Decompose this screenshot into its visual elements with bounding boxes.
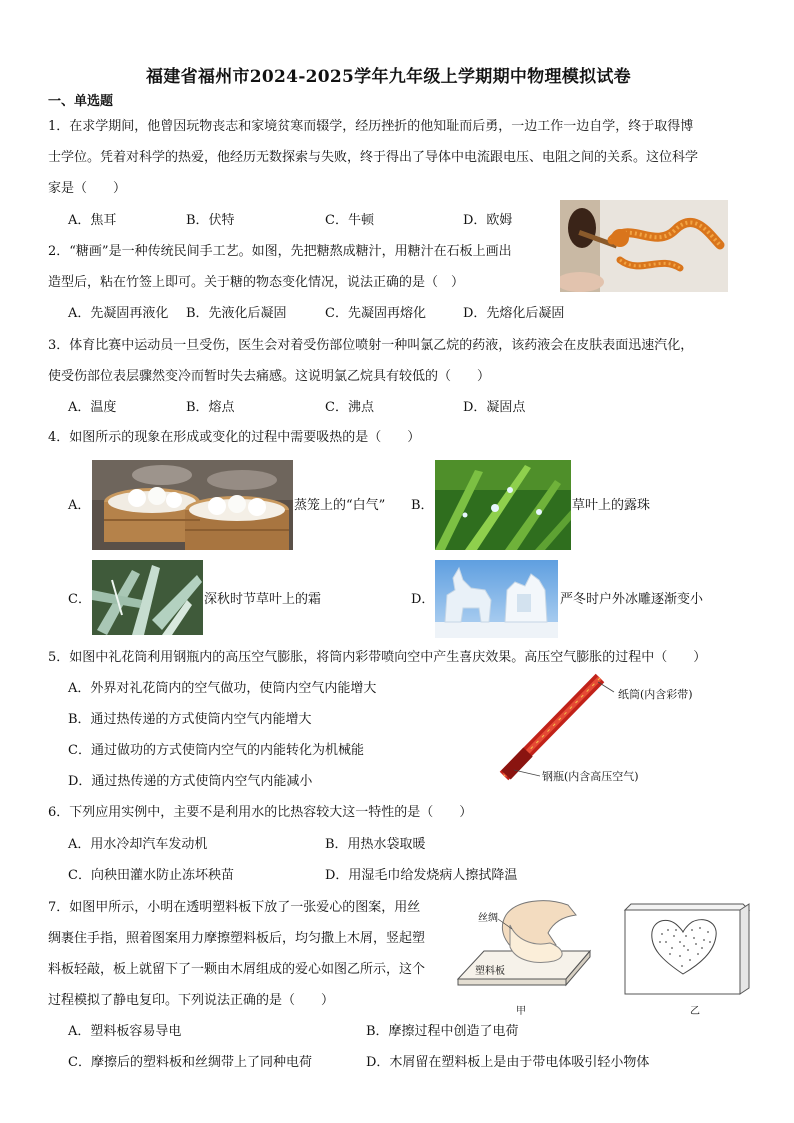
q1-option-b: B．伏特 xyxy=(186,213,235,228)
figure-yi-caption: 乙 xyxy=(690,1006,700,1017)
q5-option-b: B．通过热传递的方式使筒内空气内能增大 xyxy=(68,712,312,727)
section-heading: 一、单选题 xyxy=(48,94,114,109)
q7-line-2: 绸裹住手指，照着图案用力摩擦塑料板后，均匀撒上木屑，竖起塑 xyxy=(48,931,426,946)
figure-jia-caption: 甲 xyxy=(516,1006,526,1017)
q4-option-d-letter: D． xyxy=(411,592,435,607)
q2-option-a: A．先凝固再液化 xyxy=(68,306,169,321)
q7-option-a: A．塑料板容易导电 xyxy=(68,1024,182,1039)
q4-option-b-letter: B． xyxy=(411,498,434,513)
q4-option-d-caption: 严冬时户外冰雕逐渐变小 xyxy=(560,592,704,607)
q3-line-2: 使受伤部位表层骤然变冷而暂时失去痛感。这说明氯乙烷具有较低的（ ） xyxy=(48,369,491,384)
frost-leaves-image xyxy=(92,560,203,635)
q4-option-a-caption: 蒸笼上的“白气” xyxy=(294,498,386,513)
steel-cylinder-label: 钢瓶(内含高压空气) xyxy=(542,770,639,783)
q3-option-c: C．沸点 xyxy=(325,400,374,415)
q6-option-c: C．向秧田灌水防止冻坏秧苗 xyxy=(68,868,234,883)
q4-stem: 4．如图所示的现象在形成或变化的过程中需要吸热的是（ ） xyxy=(48,430,421,445)
q5-stem: 5．如图中礼花筒利用钢瓶内的高压空气膨胀，将筒内彩带喷向空中产生喜庆效果。高压空气膨胀的过程中（ ） xyxy=(48,650,707,665)
q7-line-1: 7．如图甲所示，小明在透明塑料板下放了一张爱心的图案，用丝 xyxy=(48,900,421,915)
q6-stem: 6．下列应用实例中，主要不是利用水的比热容较大这一特性的是（ ） xyxy=(48,805,473,820)
q2-option-c: C．先凝固再熔化 xyxy=(325,306,426,321)
q3-line-1: 3．体育比赛中运动员一旦受伤，医生会对着受伤部位喷射一种叫氯乙烷的药液，该药液会在皮肤表面迅速汽化， xyxy=(48,338,694,353)
silk-label: 丝绸 xyxy=(478,913,498,924)
q6-option-b: B．用热水袋取暖 xyxy=(325,837,426,852)
q7-line-3: 料板轻敲，板上就留下了一颗由木屑组成的爱心如图乙所示，这个 xyxy=(48,962,426,977)
q7-option-d: D．木屑留在塑料板上是由于带电体吸引轻小物体 xyxy=(366,1055,650,1070)
q1-option-a: A．焦耳 xyxy=(68,213,117,228)
q1-option-c: C．牛顿 xyxy=(325,213,374,228)
q1-line-2: 士学位。凭着对科学的热爱，他经历无数探索与失败，终于得出了导体中电流跟电压、电阻之间的关系。这位科学 xyxy=(48,150,699,165)
q7-option-c: C．摩擦后的塑料板和丝绸带上了同种电荷 xyxy=(68,1055,312,1070)
q4-option-c-caption: 深秋时节草叶上的霜 xyxy=(204,592,322,607)
heart-board-figure-yi xyxy=(622,902,752,997)
q5-option-a: A．外界对礼花筒内的空气做功，使筒内空气内能增大 xyxy=(68,681,377,696)
q6-option-a: A．用水冷却汽车发动机 xyxy=(68,837,208,852)
sugar-painting-image xyxy=(560,200,728,292)
q4-option-b-caption: 草叶上的露珠 xyxy=(572,498,651,513)
paper-tube-label: 纸筒(内含彩带) xyxy=(618,688,693,701)
q1-option-d: D．欧姆 xyxy=(463,213,513,228)
q2-option-d: D．先熔化后凝固 xyxy=(463,306,565,321)
q4-option-a-letter: A． xyxy=(68,498,91,513)
steamer-image xyxy=(92,460,293,550)
ice-sculpture-image xyxy=(435,560,558,638)
page-title: 福建省福州市2024-2025学年九年级上学期期中物理模拟试卷 xyxy=(146,67,631,87)
q6-option-d: D．用湿毛巾给发烧病人擦拭降温 xyxy=(325,868,518,883)
q1-line-1: 1．在求学期间，他曾因玩物丧志和家境贫寒而辍学，经历挫折的他知耻而后勇，一边工作一边自学，终于取得博 xyxy=(48,119,694,134)
q3-option-a: A．温度 xyxy=(68,400,117,415)
q5-option-c: C．通过做功的方式使筒内空气的内能转化为机械能 xyxy=(68,743,364,758)
q3-option-b: B．熔点 xyxy=(186,400,235,415)
q2-line-1: 2．“糖画”是一种传统民间手工艺。如图，先把糖熬成糖汁，用糖汁在石板上画出 xyxy=(48,244,512,259)
q7-line-4: 过程模拟了静电复印。下列说法正确的是（ ） xyxy=(48,993,335,1008)
q2-option-b: B．先液化后凝固 xyxy=(186,306,287,321)
q4-option-c-letter: C． xyxy=(68,592,91,607)
dew-grass-image xyxy=(435,460,571,550)
plastic-board-label: 塑料板 xyxy=(475,966,505,977)
q7-option-b: B．摩擦过程中创造了电荷 xyxy=(366,1024,519,1039)
q1-line-3: 家是（ ） xyxy=(48,181,127,196)
q5-option-d: D．通过热传递的方式使筒内空气内能减小 xyxy=(68,774,313,789)
q3-option-d: D．凝固点 xyxy=(463,400,526,415)
q2-line-2: 造型后，粘在竹签上即可。关于糖的物态变化情况，说法正确的是（ ） xyxy=(48,275,465,290)
